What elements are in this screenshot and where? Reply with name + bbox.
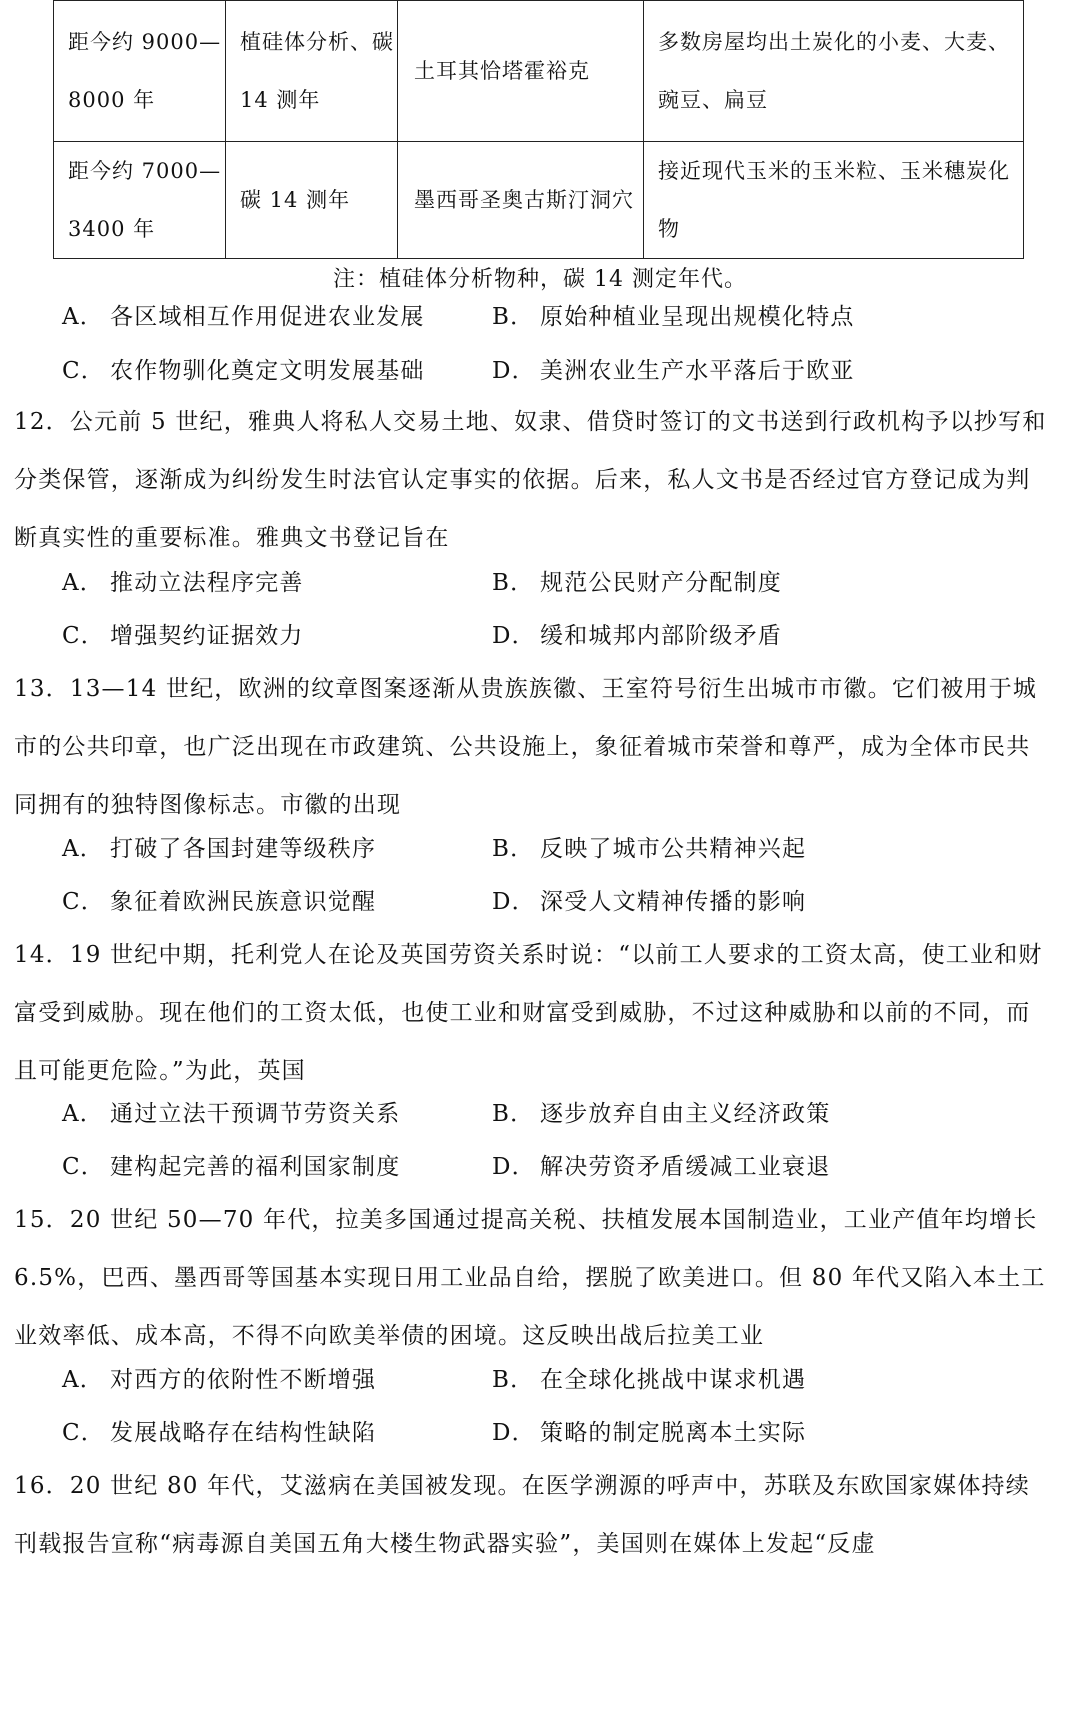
q14-option-d[interactable] (492, 1152, 830, 1182)
question-13-stem: 13．13—14 世纪，欧洲的纹章图案逐渐从贵族族徽、王室符号衍生出城市市徽。它们被用于城市的公共印章，也广泛出现在市政建筑、公共设施上，象征着城市荣誉和尊严，成为全体市民共同拥有的独特图像标志。市徽的出现 (14, 676, 1038, 818)
option-text: 策略的制定脱离本土实际 (540, 1420, 807, 1446)
option-letter: A． (62, 1101, 105, 1127)
q11-option-d[interactable] (492, 356, 855, 386)
option-letter: A． (62, 304, 105, 330)
option-text: 农作物驯化奠定文明发展基础 (110, 358, 425, 384)
q12-option-a[interactable] (62, 568, 304, 598)
option-letter: B． (492, 836, 535, 862)
q11-option-b[interactable] (492, 302, 855, 332)
q14-option-b[interactable] (492, 1099, 830, 1129)
table-cell-method: 植硅体分析、碳 14 测年 (226, 1, 398, 142)
option-letter: A． (62, 1367, 105, 1393)
table-cell-period: 距今约 7000—3400 年 (54, 142, 226, 259)
option-text: 推动立法程序完善 (110, 570, 304, 596)
option-letter: C． (62, 358, 105, 384)
q13-option-b[interactable] (492, 834, 806, 864)
option-letter: B． (492, 1101, 535, 1127)
evidence-table (53, 0, 1024, 259)
q14-option-a[interactable] (62, 1099, 400, 1129)
table-row (54, 1, 1024, 142)
q11-option-c[interactable] (62, 356, 425, 386)
option-letter: C． (62, 623, 105, 649)
option-text: 在全球化挑战中谋求机遇 (540, 1367, 807, 1393)
q15-option-d[interactable] (492, 1418, 806, 1448)
q13-option-d[interactable] (492, 887, 806, 917)
option-letter: D． (492, 889, 536, 915)
table-cell-period: 距今约 9000—8000 年 (54, 1, 226, 142)
option-text: 缓和城邦内部阶级矛盾 (540, 623, 782, 649)
question-15-stem: 15．20 世纪 50—70 年代，拉美多国通过提高关税、扶植发展本国制造业，工业产值年均增长 6.5%，巴西、墨西哥等国基本实现日用工业品自给，摆脱了欧美进口。但 80 年代又陷入本土工业效率低、成本高，不得不向欧美举债的困境。这反映出战后拉美工业 (14, 1207, 1046, 1349)
q13-option-a[interactable] (62, 834, 376, 864)
table-note: 注：植硅体分析物种，碳 14 测定年代。 (333, 267, 747, 292)
table-cell-site: 土耳其恰塔霍裕克 (398, 1, 644, 142)
option-text: 原始种植业呈现出规模化特点 (540, 304, 855, 330)
option-letter: C． (62, 889, 105, 915)
option-letter: A． (62, 836, 105, 862)
option-text: 解决劳资矛盾缓减工业衰退 (540, 1154, 831, 1180)
option-text: 发展战略存在结构性缺陷 (110, 1420, 377, 1446)
q12-option-d[interactable] (492, 621, 782, 651)
option-text: 规范公民财产分配制度 (540, 570, 782, 596)
option-letter: C． (62, 1420, 105, 1446)
option-text: 打破了各国封建等级秩序 (110, 836, 377, 862)
table-cell-method: 碳 14 测年 (226, 142, 398, 259)
option-letter: D． (492, 1420, 536, 1446)
table-cell-site: 墨西哥圣奥古斯汀洞穴 (398, 142, 644, 259)
table-row (54, 142, 1024, 259)
option-letter: B． (492, 304, 535, 330)
option-text: 对西方的依附性不断增强 (110, 1367, 377, 1393)
option-letter: B． (492, 570, 535, 596)
option-letter: A． (62, 570, 105, 596)
option-letter: D． (492, 1154, 536, 1180)
option-text: 象征着欧洲民族意识觉醒 (110, 889, 377, 915)
q11-option-a[interactable] (62, 302, 425, 332)
q15-option-a[interactable] (62, 1365, 376, 1395)
q12-option-b[interactable] (492, 568, 782, 598)
option-letter: D． (492, 623, 536, 649)
option-text: 反映了城市公共精神兴起 (540, 836, 807, 862)
table-cell-finding: 多数房屋均出土炭化的小麦、大麦、豌豆、扁豆 (644, 1, 1024, 142)
option-text: 美洲农业生产水平落后于欧亚 (540, 358, 855, 384)
question-16-stem: 16．20 世纪 80 年代，艾滋病在美国被发现。在医学溯源的呼声中，苏联及东欧国家媒体持续刊载报告宣称“病毒源自美国五角大楼生物武器实验”，美国则在媒体上发起“反虚 (14, 1473, 1030, 1557)
q15-option-b[interactable] (492, 1365, 806, 1395)
q13-option-c[interactable] (62, 887, 376, 917)
option-letter: D． (492, 358, 536, 384)
q15-option-c[interactable] (62, 1418, 376, 1448)
option-text: 逐步放弃自由主义经济政策 (540, 1101, 831, 1127)
q14-option-c[interactable] (62, 1152, 400, 1182)
option-text: 通过立法干预调节劳资关系 (110, 1101, 401, 1127)
question-12-stem: 12．公元前 5 世纪，雅典人将私人交易土地、奴隶、借贷时签订的文书送到行政机构予以抄写和分类保管，逐渐成为纠纷发生时法官认定事实的依据。后来，私人文书是否经过官方登记成为判断真实性的重要标准。雅典文书登记旨在 (14, 409, 1047, 551)
q12-option-c[interactable] (62, 621, 304, 651)
option-letter: B． (492, 1367, 535, 1393)
option-text: 增强契约证据效力 (110, 623, 304, 649)
option-text: 建构起完善的福利国家制度 (110, 1154, 401, 1180)
table-cell-finding: 接近现代玉米的玉米粒、玉米穗炭化物 (644, 142, 1024, 259)
option-text: 各区域相互作用促进农业发展 (110, 304, 425, 330)
option-letter: C． (62, 1154, 105, 1180)
question-14-stem: 14．19 世纪中期，托利党人在论及英国劳资关系时说：“以前工人要求的工资太高，使工业和财富受到威胁。现在他们的工资太低，也使工业和财富受到威胁，不过这种威胁和以前的不同，而且可能更危险。”为此，英国 (14, 942, 1043, 1084)
option-text: 深受人文精神传播的影响 (540, 889, 807, 915)
